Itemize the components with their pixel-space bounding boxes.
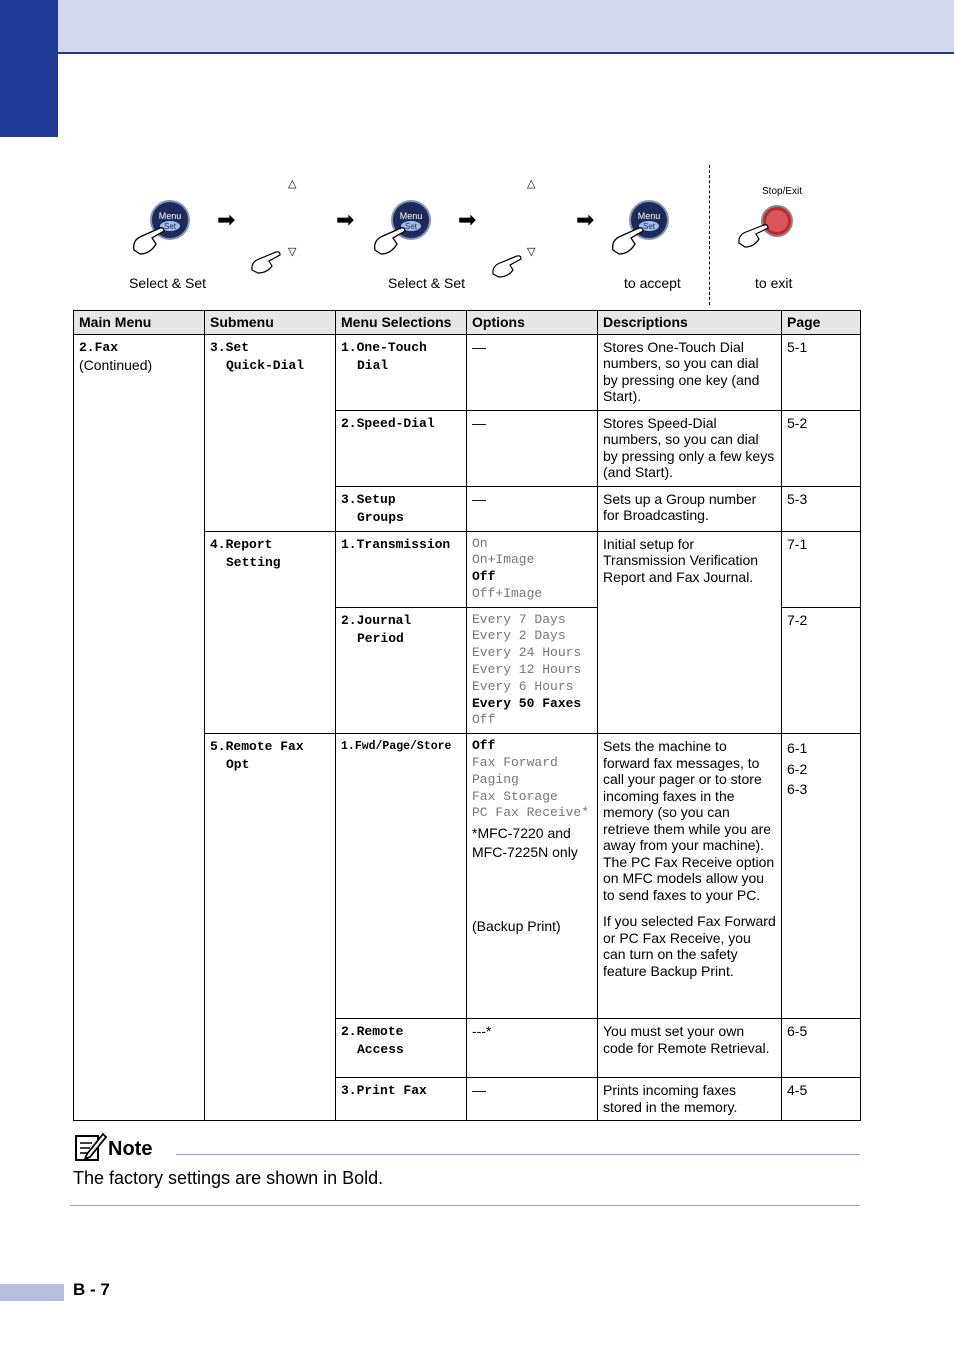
option-value: Off+Image [472, 585, 543, 601]
options-cell [467, 531, 598, 607]
description-cell: Sets up a Group number for Broadcasting. [598, 486, 782, 531]
option-value-default: Off [472, 738, 496, 754]
description-cell: Stores Speed-Dial numbers, so you can dial by pressing only a few keys (and Start). [598, 410, 782, 486]
note-text: The factory settings are shown in Bold. [73, 1168, 384, 1188]
options-cell: — [467, 410, 598, 486]
arrow-right-icon: ➡ [458, 207, 477, 232]
menu-set-button-icon [130, 198, 194, 258]
flow-label-select-set: Select & Set [388, 275, 466, 291]
table-row [74, 334, 861, 410]
stop-exit-label: Stop/Exit [762, 186, 803, 197]
column-header: Menu Selections [336, 311, 467, 335]
arrow-right-icon: ➡ [336, 207, 355, 232]
menu-selection-cell: 2.Journal Period [336, 607, 467, 734]
page-cell: 5-3 [782, 486, 861, 531]
column-header: Main Menu [74, 311, 205, 335]
description-text: If you selected Fax Forward or PC Fax Receive, you can turn on the safety feature Backup Print. [603, 913, 776, 979]
option-value: PC Fax Receive* [472, 805, 590, 821]
options-cell: — [467, 486, 598, 531]
chapter-tab [0, 0, 58, 137]
menu-selection-cell: 2.Speed-Dial [336, 410, 467, 486]
option-value: Every 6 Hours [472, 678, 574, 694]
submenu-cell: 4.Report Setting [205, 531, 336, 734]
option-value: On [472, 535, 488, 551]
main-menu-cell: 2.Fax (Continued) [74, 334, 205, 1121]
menu-set-button-icon [609, 198, 673, 258]
menu-table [73, 310, 861, 1121]
option-value: Off [472, 712, 496, 728]
up-arrow-icon: △ [288, 178, 297, 190]
page-cell: 4-5 [782, 1078, 861, 1121]
menu-button-label: Menu [399, 211, 423, 221]
menu-selection-cell: 1.Transmission [336, 531, 467, 607]
menu-selection-cell: 1.Fwd/Page/Store [336, 734, 467, 1019]
menu-selection-cell: 1.One-Touch Dial [336, 334, 467, 410]
menu-selection-cell: 2.Remote Access [336, 1019, 467, 1078]
column-header: Descriptions [598, 311, 782, 335]
page-cell: 7-2 [782, 607, 861, 734]
note-divider [176, 1154, 860, 1155]
backup-print-option: (Backup Print) [472, 918, 561, 935]
options-cell: — [467, 334, 598, 410]
down-arrow-icon: ▽ [288, 246, 297, 258]
arrow-right-icon: ➡ [576, 207, 595, 232]
continued-label: (Continued) [79, 356, 153, 373]
menu-selection-cell: 3.Setup Groups [336, 486, 467, 531]
option-value: Fax Storage [472, 788, 558, 804]
column-header: Page [782, 311, 861, 335]
submenu-cell: 5.Remote Fax Opt [205, 734, 336, 1121]
menu-button-label: Menu [158, 211, 182, 221]
option-value: On+Image [472, 552, 535, 568]
note-pencil-icon [73, 1130, 107, 1162]
column-header: Submenu [205, 311, 336, 335]
page-cell: 7-1 [782, 531, 861, 607]
option-value: Paging [472, 771, 519, 787]
flow-label-select-set: Select & Set [129, 275, 207, 291]
set-button-label: Set [404, 222, 418, 231]
options-cell [467, 607, 598, 734]
options-cell [467, 734, 598, 1019]
menu-set-button-icon [371, 198, 435, 258]
flow-label-accept: to accept [624, 275, 681, 291]
page-ref: 6-2 [787, 760, 808, 777]
option-value: Every 24 Hours [472, 645, 582, 661]
header-band [0, 0, 954, 54]
page-cell: 6-5 [782, 1019, 861, 1078]
note-bottom-divider [70, 1205, 860, 1206]
page-cell: 5-2 [782, 410, 861, 486]
page-cell: 5-1 [782, 334, 861, 410]
stop-exit-button-icon [736, 203, 796, 249]
menu-button-label: Menu [637, 211, 661, 221]
flow-label-exit: to exit [755, 275, 793, 291]
page-tab [0, 1284, 64, 1301]
down-arrow-icon: ▽ [527, 246, 536, 258]
description-cell: Stores One-Touch Dial numbers, so you can dial by pressing one key (and Start). [598, 334, 782, 410]
separator [709, 165, 710, 305]
model-note: *MFC-7220 and MFC-7225N only [472, 825, 578, 861]
description-text: Sets the machine to forward fax messages, to call your pager or to store incoming faxes in the memory (so you can retrieve them while you are away from your machine). The PC Fax Receive option on MFC models allow you to send faxes to your PC. [603, 738, 775, 903]
page-ref: 6-1 [787, 740, 808, 757]
option-value-default: Off [472, 569, 496, 585]
page-number: B - 7 [73, 1280, 110, 1299]
up-arrow-icon: △ [527, 178, 536, 190]
arrow-right-icon: ➡ [217, 207, 236, 232]
options-cell: — [467, 1078, 598, 1121]
column-header: Options [467, 311, 598, 335]
description-cell [598, 734, 782, 1019]
options-cell: ---* [467, 1019, 598, 1078]
option-value: Every 7 Days [472, 611, 566, 627]
description-cell: Prints incoming faxes stored in the memory. [598, 1078, 782, 1121]
description-cell: You must set your own code for Remote Retrieval. [598, 1019, 782, 1078]
press-hand-icon [491, 250, 525, 278]
set-button-label: Set [642, 222, 656, 231]
page-ref: 6-3 [787, 781, 808, 798]
set-button-label: Set [163, 222, 177, 231]
option-value: Every 12 Hours [472, 662, 582, 678]
menu-selection-cell: 3.Print Fax [336, 1078, 467, 1121]
note-title: Note [108, 1138, 153, 1160]
press-hand-icon [250, 246, 284, 274]
option-value: Fax Forward [472, 755, 558, 771]
option-value: Every 2 Days [472, 628, 566, 644]
submenu-cell: 3.Set Quick-Dial [205, 334, 336, 531]
option-value-default: Every 50 Faxes [472, 695, 582, 711]
page-cell [782, 734, 861, 1019]
description-cell: Initial setup for Transmission Verification Report and Fax Journal. [598, 531, 782, 734]
table-header-row [74, 311, 861, 335]
